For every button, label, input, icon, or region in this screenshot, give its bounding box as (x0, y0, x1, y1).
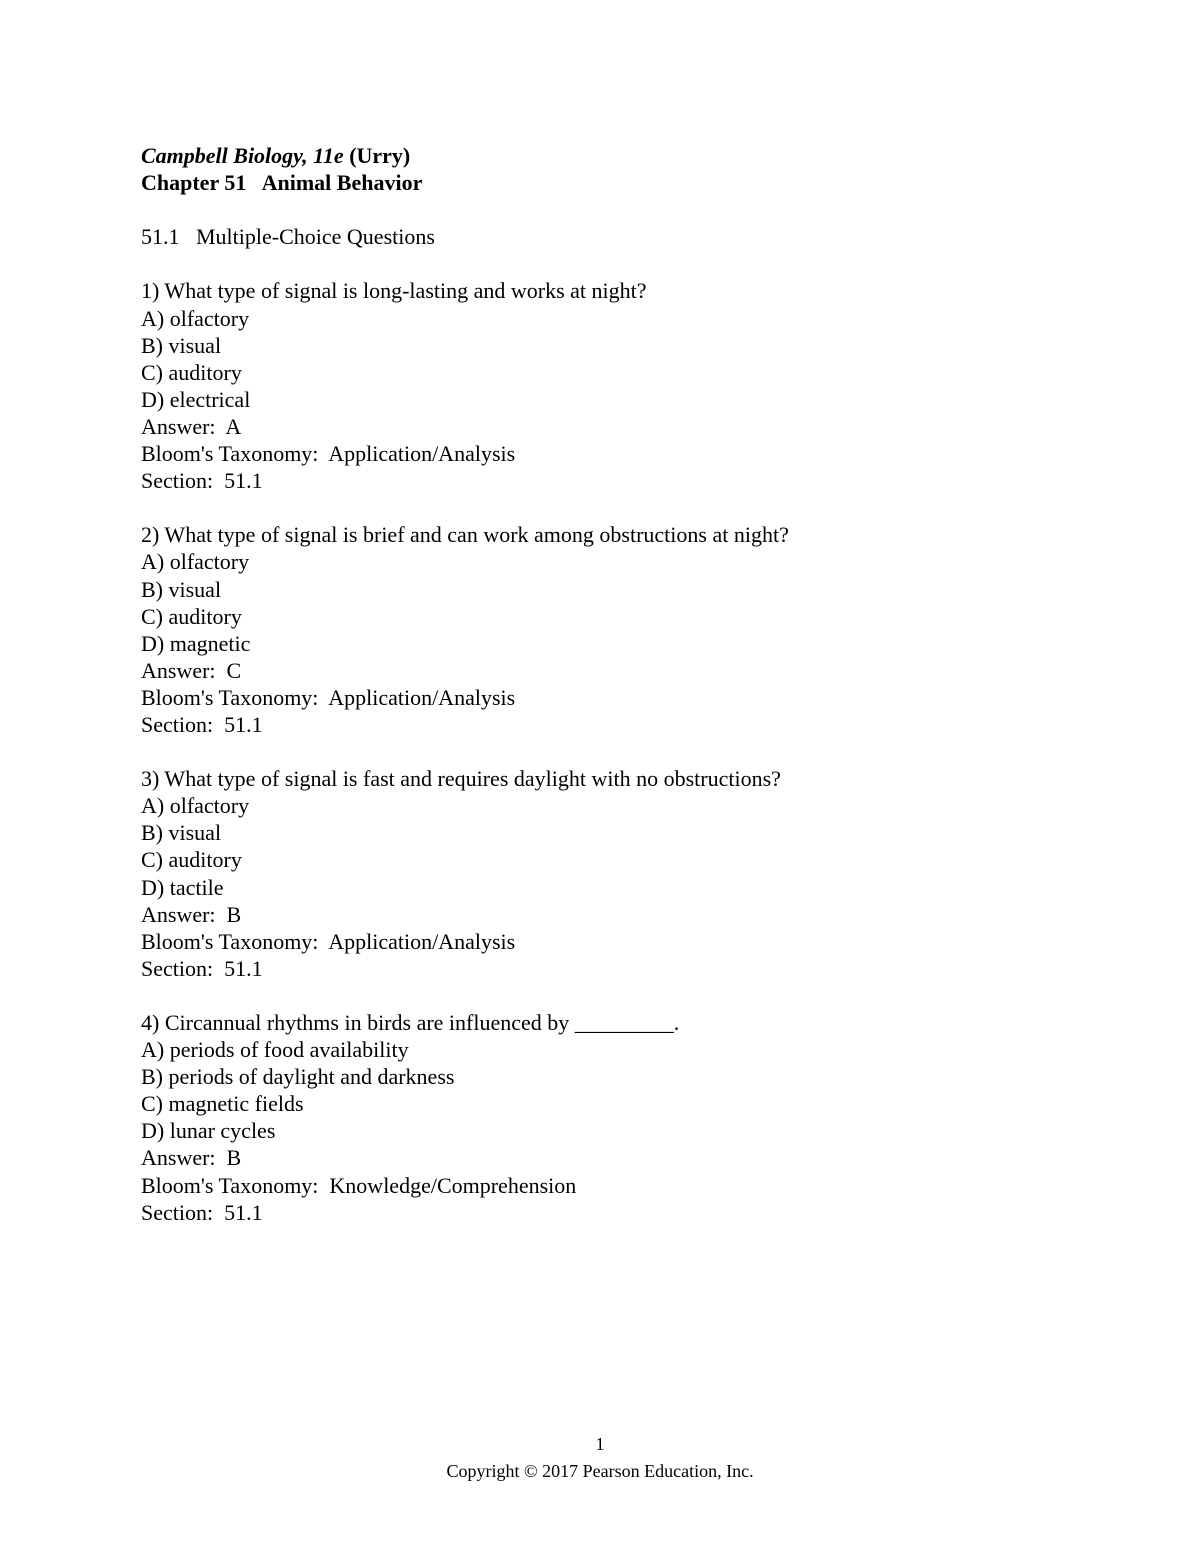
question-section: Section: 51.1 (141, 711, 263, 737)
answer-option: C) magnetic fields (141, 1091, 304, 1117)
spacer (141, 982, 1101, 1009)
blooms-taxonomy: Bloom's Taxonomy: Application/Analysis (141, 928, 516, 954)
answer-option: A) olfactory (141, 549, 250, 575)
question-prompt: 4) Circannual rhythms in birds are influenced by _________. (141, 1010, 680, 1035)
book-title: Campbell Biology, 11e (141, 143, 344, 168)
copyright-notice: Copyright © 2017 Pearson Education, Inc. (446, 1461, 754, 1481)
question-section: Section: 51.1 (141, 1199, 263, 1225)
question-4 (141, 1009, 1101, 1226)
page-content (141, 142, 1101, 1226)
correct-answer: Answer: C (141, 657, 242, 683)
answer-option: B) periods of daylight and darkness (141, 1064, 455, 1090)
answer-option: D) electrical (141, 386, 251, 412)
spacer (141, 196, 1101, 223)
section-heading: 51.1 Multiple-Choice Questions (141, 224, 435, 250)
question-2 (141, 521, 1101, 738)
correct-answer: Answer: B (141, 901, 242, 927)
answer-option: B) visual (141, 332, 222, 358)
spacer (141, 494, 1101, 521)
answer-option: B) visual (141, 820, 222, 846)
question-1 (141, 277, 1101, 494)
blooms-taxonomy: Bloom's Taxonomy: Knowledge/Comprehension (141, 1172, 577, 1198)
question-prompt: 2) What type of signal is brief and can work among obstructions at night? (141, 522, 789, 548)
book-author: (Urry) (343, 143, 411, 168)
blooms-taxonomy: Bloom's Taxonomy: Application/Analysis (141, 441, 516, 467)
answer-option: B) visual (141, 576, 222, 602)
question-prompt: 3) What type of signal is fast and requires daylight with no obstructions? (141, 766, 781, 792)
answer-option: A) periods of food availability (141, 1037, 409, 1063)
spacer (141, 738, 1101, 765)
book-title-line (141, 142, 1101, 169)
answer-option: A) olfactory (141, 793, 250, 819)
page-number: 1 (595, 1434, 605, 1454)
question-prompt: 1) What type of signal is long-lasting and works at night? (141, 278, 647, 304)
answer-option: D) lunar cycles (141, 1118, 276, 1144)
answer-option: A) olfactory (141, 305, 250, 331)
question-section: Section: 51.1 (141, 468, 263, 494)
correct-answer: Answer: B (141, 1145, 242, 1171)
answer-option: C) auditory (141, 847, 242, 873)
correct-answer: Answer: A (141, 413, 242, 439)
answer-option: D) magnetic (141, 630, 251, 656)
answer-option: C) auditory (141, 603, 242, 629)
question-3 (141, 765, 1101, 982)
question-section: Section: 51.1 (141, 955, 263, 981)
blooms-taxonomy: Bloom's Taxonomy: Application/Analysis (141, 684, 516, 710)
answer-option: C) auditory (141, 359, 242, 385)
chapter-title: Chapter 51 Animal Behavior (141, 170, 423, 196)
spacer (141, 250, 1101, 277)
answer-option: D) tactile (141, 874, 224, 900)
